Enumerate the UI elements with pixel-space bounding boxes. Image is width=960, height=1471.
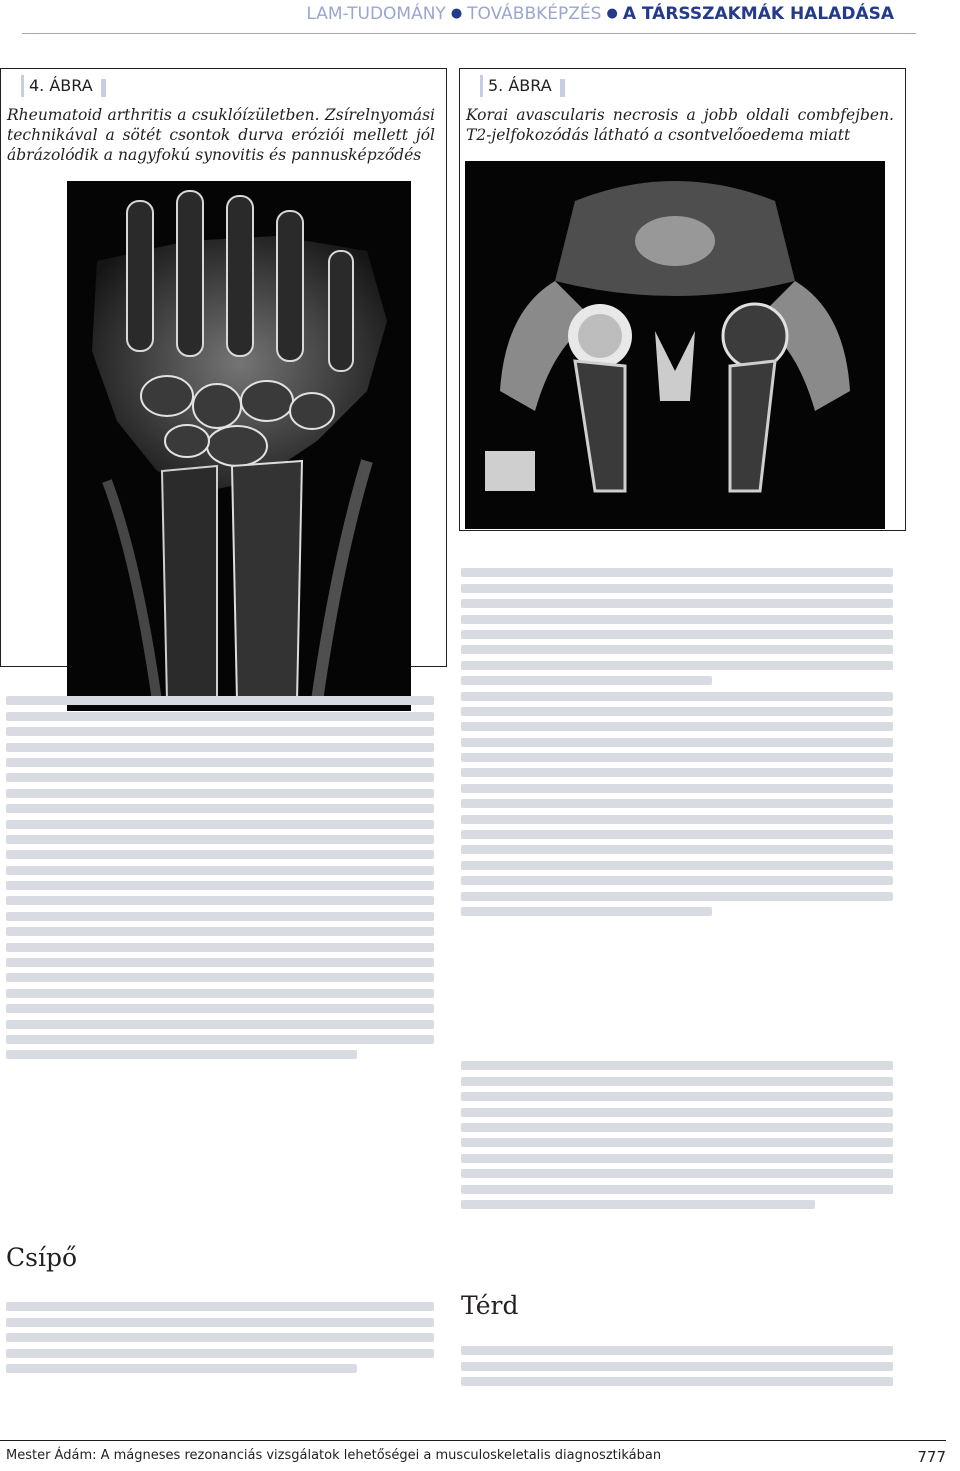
figure-4-caption: Rheumatoid arthritis a csuklóízületben. Zsírelnyomási technikával a sötét csontok durva eróziói mellett jól ábrázolódik a nagyfokú synovitis és pannusképződés [7, 106, 435, 164]
running-header [300, 4, 894, 26]
header-bullet-icon: ● [450, 6, 463, 21]
figure-4-label: 4. ÁBRA [21, 75, 101, 97]
figure-5-label: 5. ÁBRA [480, 75, 560, 97]
footer [6, 1448, 946, 1466]
hip-mri-icon [465, 161, 885, 529]
header-bullet-icon: ● [606, 6, 618, 21]
header-part-3: A TÁRSSZAKMÁK HALADÁSA [622, 4, 894, 24]
left-column-text-placeholder-2 [6, 1296, 434, 1379]
header-rule [22, 33, 916, 34]
section-title-hip: Csípő [6, 1243, 78, 1272]
right-column-text-placeholder-3 [461, 1340, 893, 1393]
wrist-mri-icon [67, 181, 411, 711]
footer-author-line: Mester Ádám: A mágneses rezonanciás vizsgálatok lehetőségei a musculoskeletalis diagnosztikában [6, 1448, 662, 1463]
section-title-knee: Térd [461, 1291, 519, 1320]
left-column-text-placeholder [6, 690, 434, 1066]
right-column-text-placeholder [461, 562, 893, 922]
figure-4 [0, 68, 447, 667]
figure-5 [459, 68, 906, 531]
footer-rule [0, 1440, 946, 1441]
header-part-2: TOVÁBBKÉPZÉS [467, 4, 602, 24]
header-part-1: LAM-TUDOMÁNY [306, 4, 446, 24]
hip-mri-image [465, 161, 885, 529]
wrist-mri-image [67, 181, 411, 711]
figure-5-caption: Korai avascularis necrosis a jobb oldali combfejben. T2-jelfokozódás látható a csontvelőoedema miatt [466, 106, 894, 144]
right-column-text-placeholder-2 [461, 1055, 893, 1215]
page-number: 777 [917, 1448, 946, 1466]
